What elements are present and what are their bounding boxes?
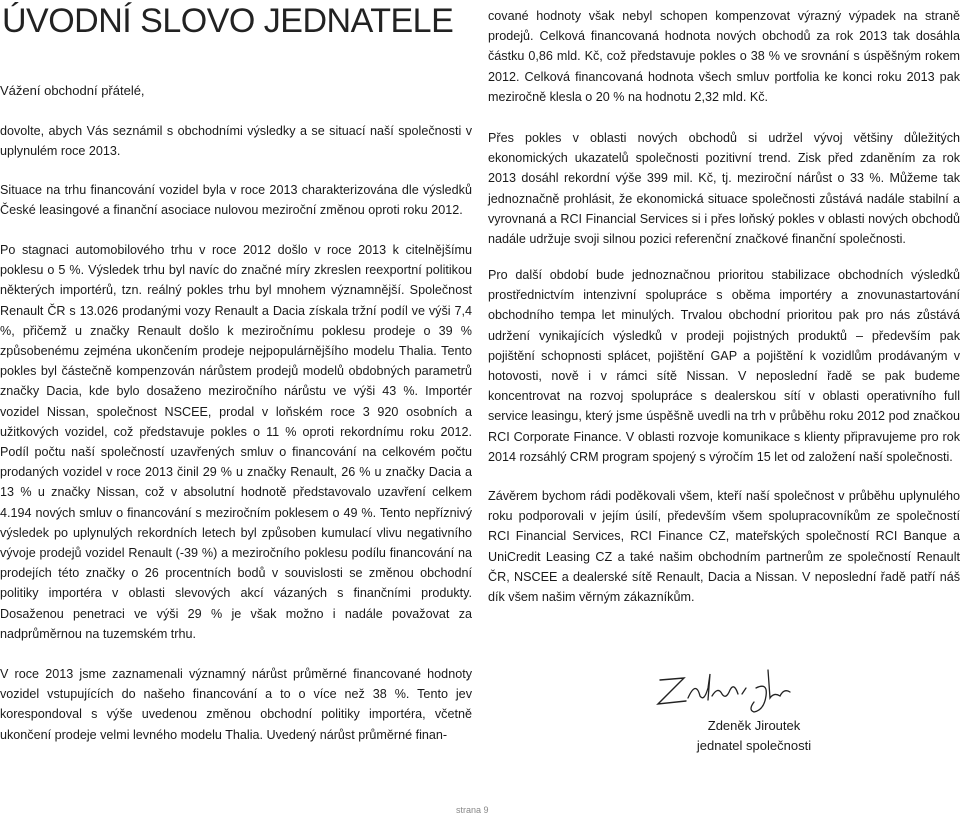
right-paragraph-3: Pro další období bude jednoznačnou prioritou stabilizace obchodních výsledků prostřednictvím intenzivní spolupráce s oběma importéry a znovunastartování obchodního tempa let minulých. Trvalou obchodní prioritou pak pro nás zůstává udržení vynikajících výsledků v prodeji pojistných produktů – především pak pojištění schopnosti splácet, pojištění GAP a pojištění k vozidlům prodávaným v hotovosti, nově i v rámci sítě Nissan. V neposlední řadě se pak budeme koncentrovat na rozvoj spolupráce s dealerskou sítí v oblasti operativního full service leasingu, který jsme úspěšně uvedli na trh v průběhu roku 2012 pod značkou RCI Corporate Finance. V oblasti rozvoje komunikace s klienty připravujeme pro rok 2014 rozsáhlý CRM program spojený s výročím 15 let od založení naší společnosti. — [488, 268, 960, 464]
handwritten-signature — [650, 658, 800, 718]
left-paragraph-4: V roce 2013 jsme zaznamenali významný nárůst průměrné financované hodnoty vozidel vstupujících do našeho financování a to o více než 38 %. Tento jev korespondoval s výše uvedenou změnou obchodní politiky importéra, včetně ukončení prodeje velmi levného modelu Thalia. Uvedený nárůst průměrné finan- — [0, 667, 472, 742]
signer-role: jednatel společnosti — [696, 738, 812, 753]
right-paragraph-2: Přes pokles v oblasti nových obchodů si udržel vývoj většiny důležitých ekonomických ukazatelů společnosti pozitivní trend. Zisk před zdaněním za rok 2013 dosáhl rekordní výše 399 mil. Kč, tj. meziroční nárůst o 33 %. Můžeme tak jednoznačně prohlásit, že ekonomická situace společnosti zůstává nadále stabilní a vyrovnaná a RCI Financial Services si i přes loňský pokles v oblasti nových obchodů nadále udržuje svoji silnou pozici referenční značkové finanční společnosti. — [488, 131, 960, 247]
right-paragraph-1: cované hodnoty však nebyl schopen kompenzovat výrazný výpadek na straně prodejů. Celková financovaná hodnota nových obchodů za rok 2013 tak dosáhla částku 0,86 mld. Kč, což představuje pokles o 38 % ve srovnání s úspěšným rokem 2012. Celková financovaná hodnota všech smluv portfolia ke konci roku 2013 pak meziročně klesla o 20 % na hodnotu 2,32 mld. Kč. — [488, 9, 960, 104]
left-paragraph-2: Situace na trhu financování vozidel byla v roce 2013 charakterizována dle výsledků České leasingové a finanční asociace nulovou meziroční změnou oproti roku 2012. — [0, 183, 472, 218]
signature-drawing — [650, 658, 800, 718]
greeting: Vážení obchodní přátelé, — [0, 83, 145, 98]
page-number: strana 9 — [456, 805, 489, 815]
right-paragraph-4: Závěrem bychom rádi poděkovali všem, kteří naší společnost v průběhu uplynulého roku podporovali v jejím úsilí, především všem spolupracovníkům ze společností RCI Financial Services, RCI Finance CZ, mateřských společností RCI Banque a UniCredit Leasing CZ a také našim obchodním partnerům ze společností Renault ČR, NSCEE a dealerské sítě Renault, Dacia a Nissan. V neposlední řadě patří náš dík všem našim věrným zákazníkům. — [488, 489, 960, 605]
left-paragraph-3: Po stagnaci automobilového trhu v roce 2012 došlo v roce 2013 k citelnějšímu poklesu o 5 %. Výsledek trhu byl navíc do značné míry zkreslen reexportní politikou některých importérů, tzn. reálný pokles trhu byl mnohem významnější. Společnost Renault ČR s 13.026 prodanými vozy Renault a Dacia získala tržní podíl ve výši 7,4 %, přičemž u značky Renault došlo k meziročnímu poklesu prodeje o 39 % způsobenému zejména ukončením prodeje nejpopulárnějšího modelu Thalia. Tento pokles byl částečně kompenzován nárůstem prodejů modelů obdobných parametrů značky Dacia, kde bylo dosaženo meziročního nárůstu ve výši 43 %. Importér vozidel Nissan, společnost NSCEE, prodal v loňském roce 3 920 osobních a užitkových vozidel, což představuje pokles o 11 % oproti rekordnímu roku 2012. Podíl počtu naší společností uzavřených smluv o financování na celkovém počtu prodaných vozidel v roce 2013 činil 29 % u značky Renault, 26 % u značky Dacia a 13 % u značky Nissan, což v absolutní hodnotě představovalo uzavření celkem 4.194 nových smluv o financování s meziročním poklesem o 49 %. Tento nepříznivý výsledek po uplynulých rekordních letech byl způsoben kumulací vlivu negativního vývoje prodejů vozidel Renault (-39 %) a meziročního poklesu podílu financování na prodejích této značky o 26 procentních bodů v souvislosti se změnou obchodní politiky importéra v oblasti slevových akcí vázaných s finančními produkty. Dosaženou penetraci ve výši 29 % je však možno i nadále považovat za nadprůměrnou na tuzemském trhu. — [0, 243, 472, 641]
signer-name: Zdeněk Jiroutek — [707, 718, 801, 733]
left-paragraph-1: dovolte, abych Vás seznámil s obchodními výsledky a se situací naší společnosti v uplynulém roce 2013. — [0, 124, 472, 159]
page-title: ÚVODNÍ SLOVO JEDNATELE — [2, 2, 454, 40]
